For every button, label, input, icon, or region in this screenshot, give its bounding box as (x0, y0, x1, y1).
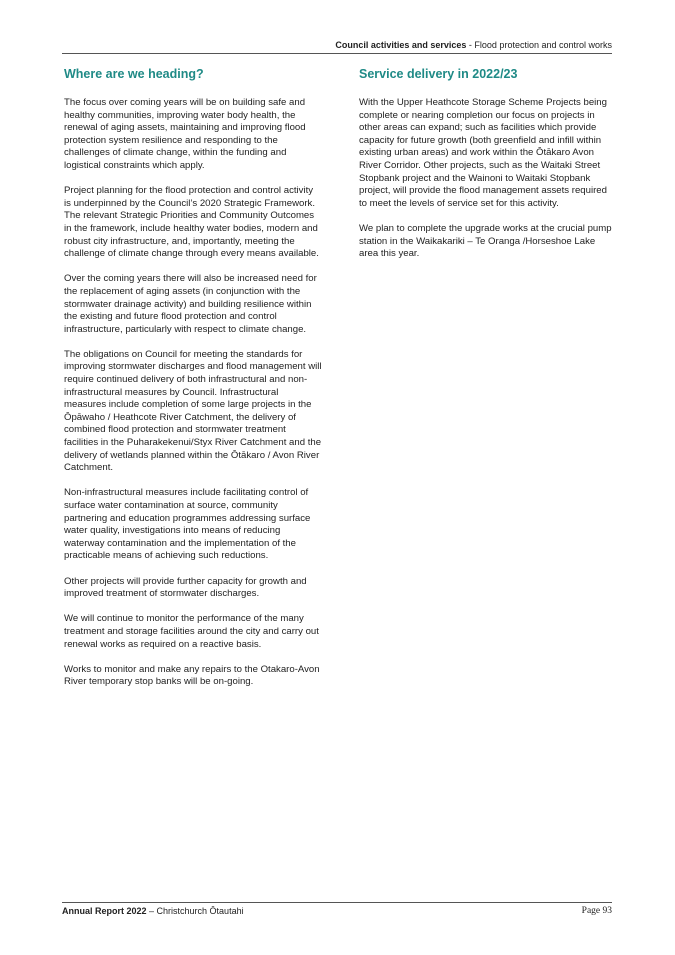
paragraph: With the Upper Heathcote Storage Scheme Projects being complete or nearing completion our focus on projects in other areas can expand; such as facilities which provide capacity for future growth (both greenfield and infill within existing urban areas) and work within the Ōtākaro Avon River Corridor. Other projects, such as the Waitaki Street Stopbank project and the Wainoni to Waitaki Stopbank project, will provide the flood management assets required to meet the levels of service set for this activity. (359, 97, 607, 209)
right-column (359, 66, 617, 273)
paragraph: The focus over coming years will be on building safe and healthy communities, improving water body health, the renewal of aging assets, maintaining and improving flood protection system resilience and responding to the challenges of climate change, within the funding and logistical constraints which apply. (64, 97, 306, 171)
footer-report-title: Annual Report 2022 (62, 906, 147, 916)
footer-city: – Christchurch Ōtautahi (146, 906, 244, 916)
page-footer (62, 902, 612, 916)
paragraph: We will continue to monitor the performance of the many treatment and storage facilities around the city and carry out renewal works as required on a reactive basis. (64, 613, 319, 650)
paragraph: The obligations on Council for meeting the standards for improving stormwater discharges and flood management will require continued delivery of both infrastructural and non-infrastructural measures by Council. Infrastructural measures include completion of some large projects in the Ōpāwaho / Heathcote River Catchment, the delivery of combined flood protection and stormwater treatment facilities in the Puharakekenui/Styx River Catchment and the delivery of wetlands planned within the Ōtākaro / Avon River Catchment. (64, 348, 322, 474)
header-topic: Flood protection and control works (474, 40, 612, 50)
paragraph: Project planning for the flood protection and control activity is underpinned by the Council’s 2020 Strategic Framework. The relevant Strategic Priorities and Community Outcomes in the framework, include healthy water bodies, modern and robust city infrastructure, and, importantly, meeting the challenge of climate change through every means available. (64, 185, 319, 260)
left-heading: Where are we heading? (64, 67, 204, 81)
paragraph: Over the coming years there will also be increased need for the replacement of aging assets (in conjunction with the stormwater drainage activity) and building resilience within the existing and future flood protection and control infrastructure, particularly with respect to climate change. (64, 273, 317, 335)
paragraph: Works to monitor and make any repairs to the Otakaro-Avon River temporary stop banks will be on-going. (64, 663, 320, 688)
header-separator: - (466, 40, 475, 50)
header-section: Council activities and services (335, 40, 467, 50)
right-heading: Service delivery in 2022/23 (359, 67, 518, 81)
running-header (62, 40, 612, 54)
page-number: Page 93 (581, 906, 612, 916)
paragraph: Non-infrastructural measures include facilitating control of surface water contamination at source, community partnering and education programmes addressing surface water quality, investigations into means of reducing waterway contamination and the implementation of the practicable means of achieving such reductions. (64, 487, 311, 562)
paragraph: We plan to complete the upgrade works at the crucial pump station in the Waikakariki – Te Oranga /Horseshoe Lake area this year. (359, 222, 612, 260)
left-column (64, 66, 322, 702)
paragraph: Other projects will provide further capacity for growth and improved treatment of stormwater discharges. (64, 575, 307, 600)
